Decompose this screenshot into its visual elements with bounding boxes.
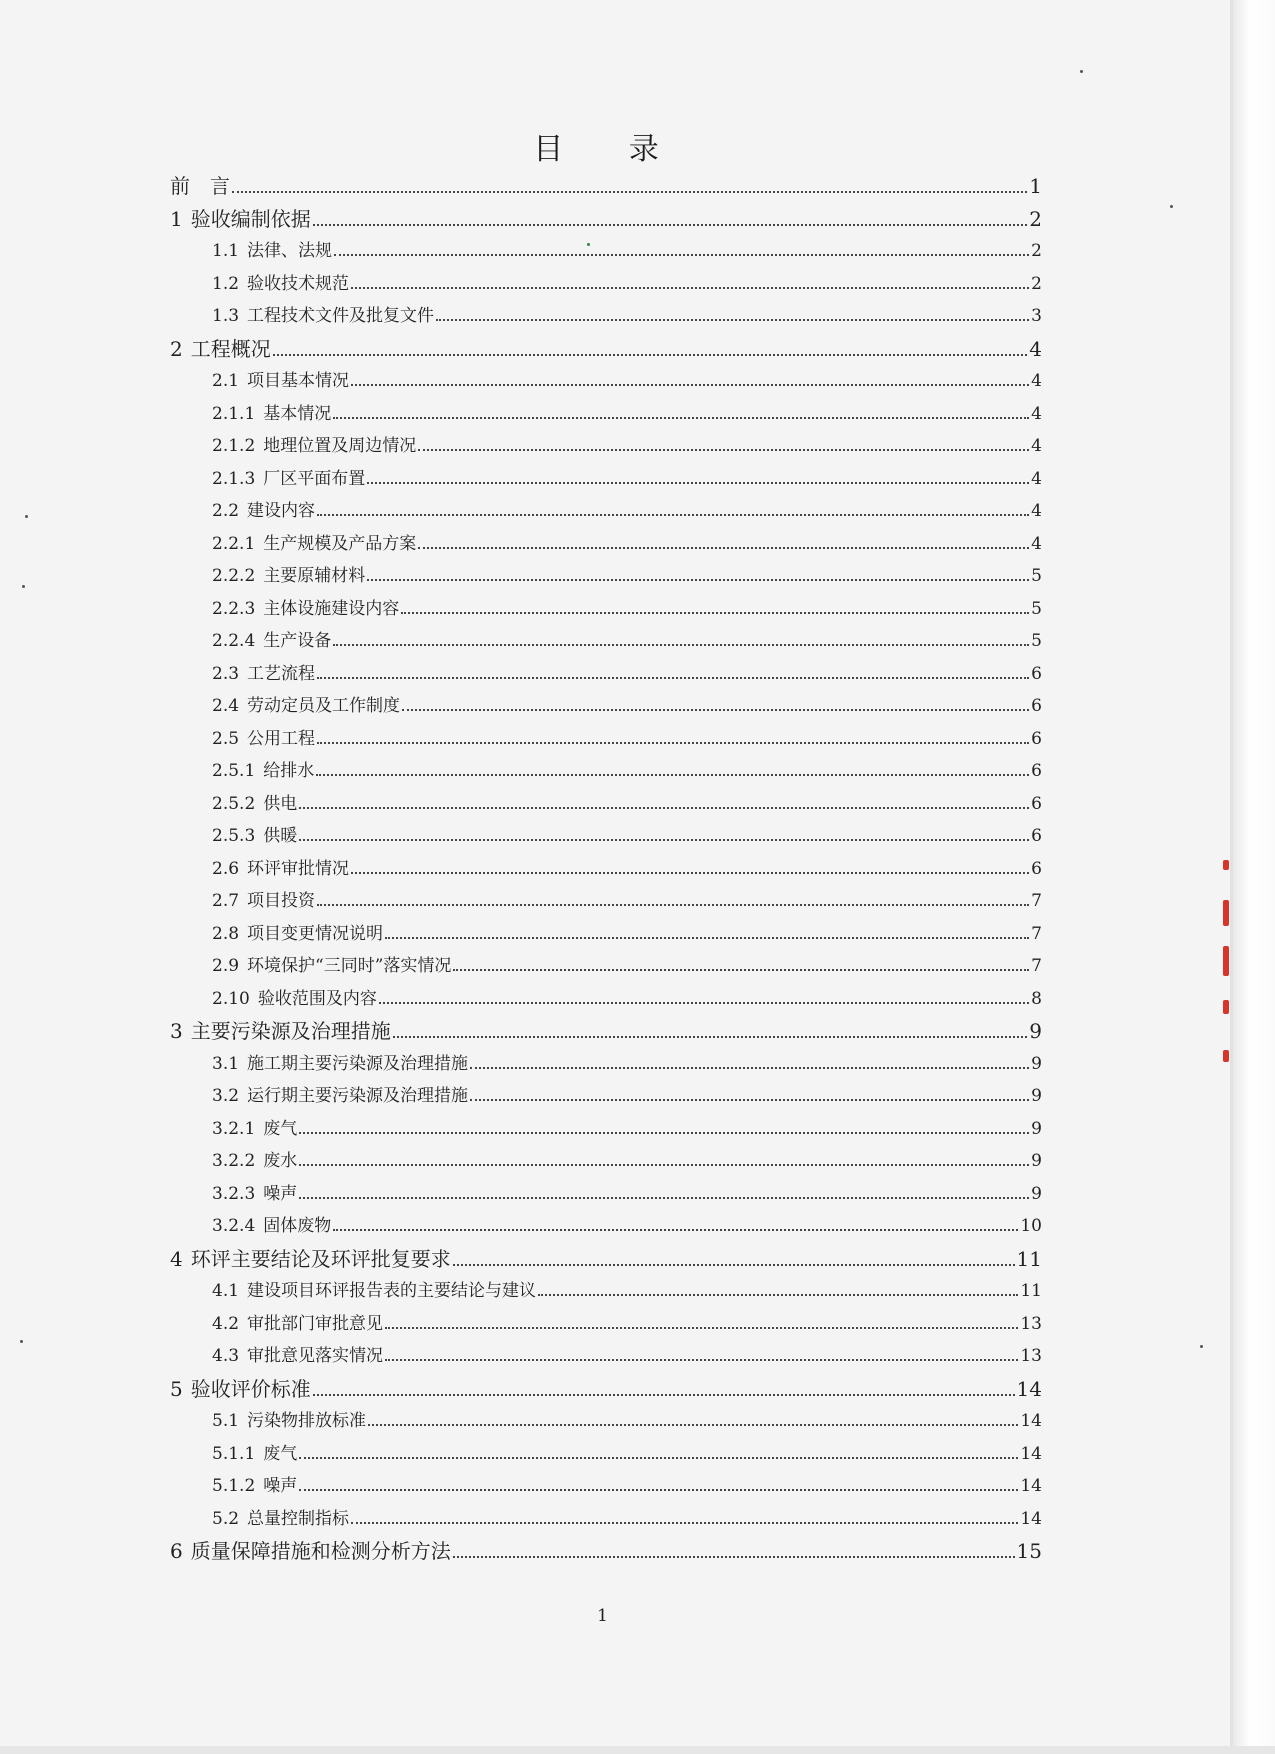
toc-entry-title: 废气 (263, 1118, 298, 1139)
page-title: 目 录 (533, 132, 687, 167)
toc-entry-number: 6 (170, 1539, 183, 1563)
toc-entry-title: 项目变更情况说明 (247, 923, 384, 944)
dot-leader (299, 1164, 1029, 1166)
dot-leader (367, 579, 1029, 581)
toc-entry-number: 5.1 (212, 1411, 240, 1431)
toc-entry (170, 203, 1042, 236)
toc-entry-title: 项目投资 (247, 891, 316, 911)
toc-entry-number: 3.2.3 (212, 1183, 256, 1204)
dot-leader (334, 254, 1029, 256)
toc-entry-title: 验收技术规范 (247, 273, 350, 294)
toc-entry-page: 2 (1031, 241, 1042, 261)
dot-leader (453, 1264, 1015, 1266)
toc-entry-number: 2.5.1 (212, 761, 256, 781)
toc-entry-page: 1 (1029, 174, 1042, 198)
toc-entry-number: 4.1 (212, 1281, 240, 1301)
toc-entry-page: 5 (1031, 631, 1042, 651)
toc-entry-page: 6 (1031, 793, 1042, 814)
toc-entry-page: 6 (1031, 696, 1042, 716)
toc-entry-title: 建设项目环评报告表的主要结论与建议 (247, 1281, 537, 1301)
toc-entry (170, 853, 1042, 886)
dot-leader (453, 1556, 1015, 1558)
toc-entry-number: 2.8 (212, 923, 240, 944)
toc-entry-title: 供暖 (263, 826, 298, 846)
toc-entry-title: 主体设施建设内容 (263, 598, 400, 619)
toc-entry-number: 2.2.1 (212, 533, 256, 554)
toc-entry-number: 4 (170, 1246, 183, 1271)
scan-speck (1170, 205, 1173, 208)
toc-entry (170, 820, 1042, 853)
toc-entry (170, 788, 1042, 821)
dot-leader (402, 709, 1029, 711)
scan-speck (22, 585, 25, 588)
toc-entry (170, 1048, 1042, 1081)
toc-entry-number: 3.1 (212, 1053, 240, 1074)
dot-leader (470, 1099, 1029, 1101)
toc-entry (170, 625, 1042, 658)
toc-entry-title: 公用工程 (247, 728, 316, 749)
dot-leader (351, 384, 1029, 386)
toc-entry-title: 验收范围及内容 (257, 988, 377, 1009)
toc-entry-number: 2.1.3 (212, 468, 256, 489)
toc-entry (170, 170, 1042, 203)
toc-entry-page: 7 (1031, 923, 1042, 944)
toc-entry-title: 项目基本情况 (247, 371, 350, 391)
toc-entry-page: 13 (1020, 1346, 1042, 1366)
dot-leader (313, 1394, 1015, 1396)
toc-entry-title: 工程技术文件及批复文件 (247, 306, 435, 326)
toc-entry-page: 4 (1031, 501, 1042, 521)
toc-entry-number: 2.7 (212, 891, 240, 911)
toc-entry (170, 1275, 1042, 1308)
toc-entry-page: 6 (1031, 761, 1042, 781)
toc-entry (170, 950, 1042, 983)
toc-entry-number: 2.2.3 (212, 598, 256, 619)
toc-entry (170, 1535, 1042, 1568)
toc-entry (170, 918, 1042, 951)
toc-entry-page: 4 (1031, 403, 1042, 424)
toc-entry-number: 2.10 (212, 988, 250, 1009)
toc-entry-title: 验收编制依据 (190, 206, 311, 231)
toc-entry (170, 398, 1042, 431)
toc-entry (170, 1178, 1042, 1211)
toc-entry-number: 3.2.1 (212, 1118, 256, 1139)
seal-edge-mark (1219, 860, 1235, 1070)
toc-entry-title: 环境保护“三同时”落实情况 (247, 956, 452, 976)
toc-entry-title: 厂区平面布置 (263, 468, 366, 489)
toc-entry-title: 建设内容 (247, 501, 316, 521)
toc-entry-page: 11 (1020, 1281, 1042, 1301)
toc-entry-page: 6 (1031, 826, 1042, 846)
toc-entry-title: 工程概况 (190, 336, 271, 361)
toc-entry (170, 593, 1042, 626)
toc-entry-title: 法律、法规 (247, 241, 333, 261)
toc-entry-number: 2.1.1 (212, 403, 256, 424)
toc-entry-number: 2.2 (212, 501, 240, 521)
toc-entry-title: 劳动定员及工作制度 (247, 696, 401, 716)
toc-entry (170, 1243, 1042, 1276)
toc-entry-title: 主要污染源及治理措施 (190, 1019, 391, 1043)
dot-leader (333, 644, 1029, 646)
toc-entry-number: 4.3 (212, 1346, 240, 1366)
toc-entry (170, 333, 1042, 366)
toc-entry (170, 300, 1042, 333)
toc-entry (170, 755, 1042, 788)
toc-entry (170, 528, 1042, 561)
toc-entry-page: 8 (1031, 988, 1042, 1009)
dot-leader (232, 191, 1027, 193)
toc-entry-page: 10 (1020, 1216, 1042, 1236)
toc-entry-page: 13 (1020, 1313, 1042, 1334)
toc-entry (170, 723, 1042, 756)
dot-leader (317, 904, 1029, 906)
toc-entry-title: 生产规模及产品方案 (263, 533, 417, 554)
toc-entry-page: 6 (1031, 858, 1042, 879)
toc-entry-number: 2.1 (212, 371, 240, 391)
dot-leader (273, 354, 1028, 356)
dot-leader (299, 1489, 1018, 1491)
toc-entry-title: 审批意见落实情况 (247, 1346, 384, 1366)
toc-entry-title: 前 言 (170, 174, 230, 198)
dot-leader (538, 1294, 1018, 1296)
toc-entry-number: 3.2 (212, 1086, 240, 1106)
toc-entry-title: 污染物排放标准 (247, 1411, 367, 1431)
toc-entry-title: 给排水 (263, 761, 315, 781)
toc-entry-number: 2.2.4 (212, 631, 256, 651)
toc-entry-title: 运行期主要污染源及治理措施 (247, 1086, 469, 1106)
toc-entry (170, 365, 1042, 398)
toc-entry-title: 环评审批情况 (247, 858, 350, 879)
toc-entry-title: 地理位置及周边情况 (263, 436, 417, 456)
toc-entry-number: 3 (170, 1019, 183, 1043)
toc-entry-page: 9 (1031, 1183, 1042, 1204)
scan-speck (20, 1340, 23, 1343)
toc-entry-number: 1.1 (212, 241, 240, 261)
toc-entry (170, 560, 1042, 593)
toc-entry-title: 生产设备 (263, 631, 332, 651)
toc-entry-page: 4 (1031, 371, 1042, 391)
toc-entry-number: 2.4 (212, 696, 240, 716)
toc-entry-page: 6 (1031, 728, 1042, 749)
toc-entry-title: 施工期主要污染源及治理措施 (247, 1053, 469, 1074)
dot-leader (418, 547, 1029, 549)
scan-speck (25, 515, 28, 518)
toc-entry (170, 463, 1042, 496)
toc-entry (170, 1015, 1042, 1048)
toc-entry-page: 3 (1031, 306, 1042, 326)
dot-leader (299, 839, 1029, 841)
toc-entry-page: 14 (1020, 1508, 1042, 1529)
toc-entry-number: 5.1.1 (212, 1443, 256, 1464)
toc-entry-title: 废水 (263, 1151, 298, 1171)
toc-entry-title: 主要原辅材料 (263, 566, 366, 586)
toc-entry (170, 1080, 1042, 1113)
toc-entry-number: 2.5.3 (212, 826, 256, 846)
toc-entry-title: 噪声 (263, 1476, 298, 1496)
toc-entry-page: 14 (1016, 1376, 1042, 1401)
toc-entry-number: 2.5.2 (212, 793, 256, 814)
toc-entry-page: 7 (1031, 891, 1042, 911)
toc-entry (170, 885, 1042, 918)
toc-entry-page: 15 (1016, 1539, 1042, 1563)
toc-entry (170, 1470, 1042, 1503)
toc-entry (170, 1210, 1042, 1243)
dot-leader (351, 1522, 1018, 1524)
dot-leader (333, 417, 1029, 419)
page-edge (1233, 0, 1275, 1754)
toc-entry-title: 总量控制指标 (247, 1508, 350, 1529)
toc-entry-title: 环评主要结论及环评批复要求 (190, 1246, 451, 1271)
dot-leader (351, 872, 1029, 874)
dot-leader (401, 612, 1029, 614)
dot-leader (470, 1067, 1029, 1069)
toc-entry-number: 1.2 (212, 273, 240, 294)
toc-entry (170, 1340, 1042, 1373)
toc-entry-page: 4 (1031, 533, 1042, 554)
toc-entry-page: 4 (1029, 336, 1042, 361)
toc-entry-number: 3.2.4 (212, 1216, 256, 1236)
toc-entry-page: 11 (1016, 1246, 1042, 1271)
toc-entry-title: 噪声 (263, 1183, 298, 1204)
toc-entry-title: 供电 (263, 793, 298, 814)
toc-entry-number: 5 (170, 1376, 183, 1401)
toc-entry-number: 5.1.2 (212, 1476, 256, 1496)
toc-entry-page: 9 (1031, 1118, 1042, 1139)
toc-entry-title: 基本情况 (263, 403, 332, 424)
toc-entry-page: 2 (1031, 273, 1042, 294)
toc-entry (170, 1503, 1042, 1536)
toc-entry (170, 235, 1042, 268)
toc-entry (170, 1438, 1042, 1471)
toc-entry (170, 430, 1042, 463)
toc-entry-number: 4.2 (212, 1313, 240, 1334)
toc-entry-number: 2.3 (212, 663, 240, 684)
toc-entry (170, 1308, 1042, 1341)
dot-leader (299, 1457, 1018, 1459)
toc-entry-number: 2.1.2 (212, 436, 256, 456)
toc-entry-page: 5 (1031, 598, 1042, 619)
toc-entry-page: 2 (1029, 206, 1042, 231)
toc-entry-page: 5 (1031, 566, 1042, 586)
toc-entry-number: 2.9 (212, 956, 240, 976)
toc-entry-number: 2.6 (212, 858, 240, 879)
toc-entry-number: 2.2.2 (212, 566, 256, 586)
dot-leader (316, 774, 1029, 776)
toc-entry-page: 6 (1031, 663, 1042, 684)
toc-entry (170, 983, 1042, 1016)
toc-entry (170, 1405, 1042, 1438)
toc-entry-page: 9 (1029, 1019, 1042, 1043)
toc-entry (170, 658, 1042, 691)
toc-entry (170, 1113, 1042, 1146)
toc-entry-title: 工艺流程 (247, 663, 316, 684)
toc-entry-page: 14 (1020, 1443, 1042, 1464)
dot-leader (385, 1359, 1018, 1361)
toc-entry-page: 14 (1020, 1476, 1042, 1496)
toc-entry-number: 2 (170, 336, 183, 361)
toc-entry-number: 1.3 (212, 306, 240, 326)
toc-entry (170, 690, 1042, 723)
dot-leader (379, 1002, 1029, 1004)
toc-entry-title: 废气 (263, 1443, 298, 1464)
toc-entry-number: 1 (170, 206, 183, 231)
dot-leader (453, 969, 1029, 971)
toc-entry-number: 5.2 (212, 1508, 240, 1529)
dot-leader (385, 937, 1029, 939)
scan-speck (1200, 1345, 1203, 1348)
toc-entry-number: 3.2.2 (212, 1151, 256, 1171)
toc-entry-title: 固体废物 (263, 1216, 332, 1236)
dot-leader (418, 449, 1029, 451)
toc-entry-title: 审批部门审批意见 (247, 1313, 384, 1334)
toc-entry-page: 4 (1031, 468, 1042, 489)
toc-entry (170, 1373, 1042, 1406)
dot-leader (436, 319, 1029, 321)
toc-entry-page: 7 (1031, 956, 1042, 976)
dot-leader (313, 224, 1028, 226)
toc-entry-title: 质量保障措施和检测分析方法 (190, 1539, 451, 1563)
dot-leader (393, 1036, 1028, 1038)
toc-entry-page: 9 (1031, 1151, 1042, 1171)
dot-leader (317, 677, 1029, 679)
scan-speck (1080, 70, 1083, 73)
dot-leader (317, 742, 1029, 744)
toc-entry-page: 14 (1020, 1411, 1042, 1431)
dot-leader (299, 807, 1029, 809)
dot-leader (333, 1229, 1018, 1231)
toc-entry-title: 验收评价标准 (190, 1376, 311, 1401)
dot-leader (299, 1132, 1029, 1134)
dot-leader (299, 1197, 1029, 1199)
dot-leader (368, 1424, 1018, 1426)
dot-leader (351, 287, 1029, 289)
toc-entry-page: 9 (1031, 1086, 1042, 1106)
toc-entry-page: 9 (1031, 1053, 1042, 1074)
toc-entry (170, 495, 1042, 528)
page-bottom-edge (0, 1746, 1275, 1754)
table-of-contents (170, 170, 1042, 1568)
dot-leader (385, 1327, 1018, 1329)
dot-leader (367, 482, 1029, 484)
toc-entry-page: 4 (1031, 436, 1042, 456)
toc-entry-number: 2.5 (212, 728, 240, 749)
toc-entry (170, 268, 1042, 301)
dot-leader (317, 514, 1029, 516)
page-number: 1 (597, 1606, 608, 1626)
toc-entry (170, 1145, 1042, 1178)
